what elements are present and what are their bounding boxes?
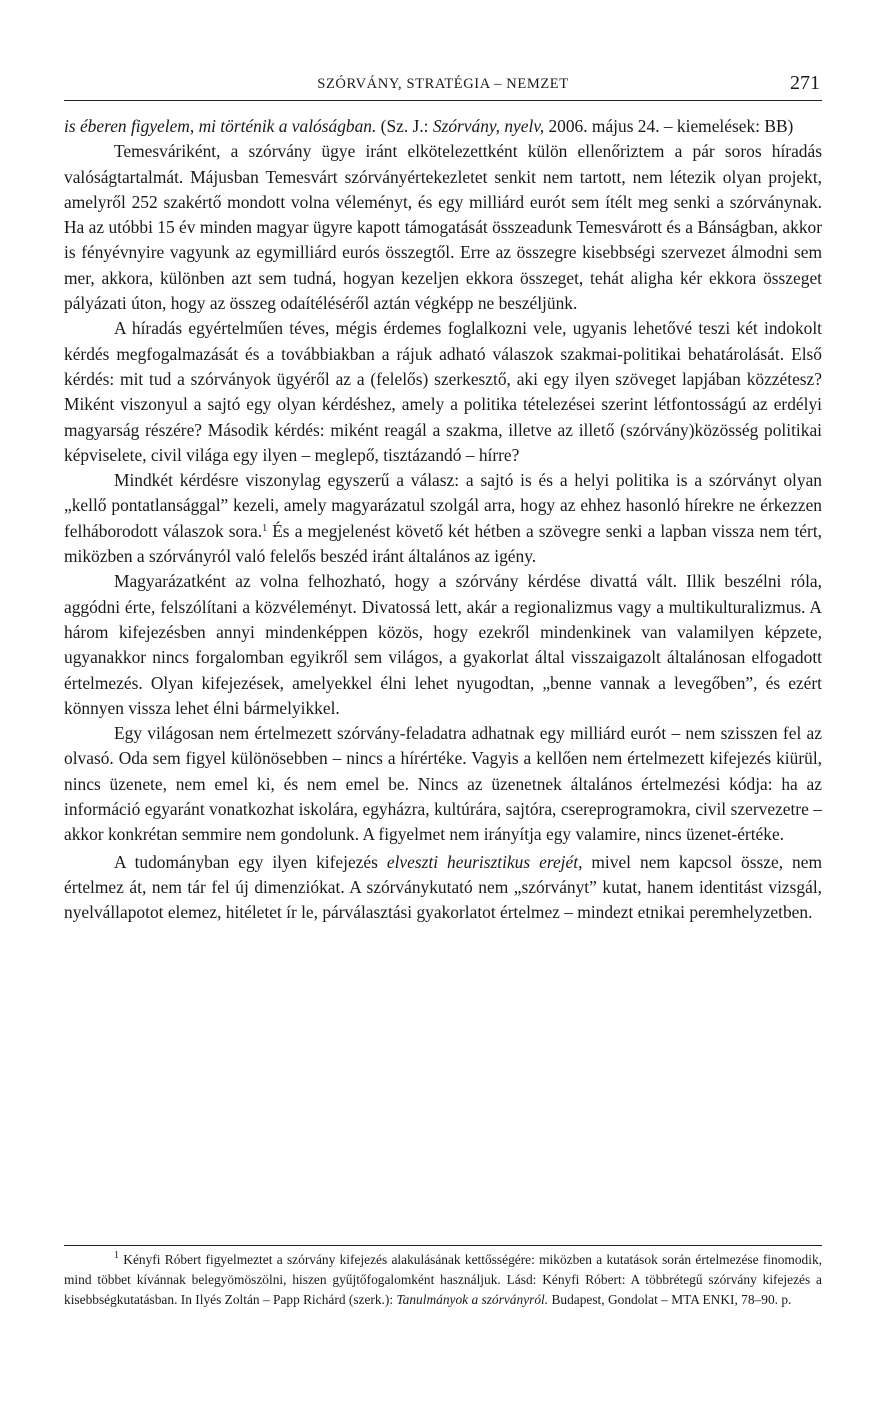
paragraph-7-text-c: mivel nem kapcsol össze, nem értelmez át, nem tár fel új dimenziókat. A szórványkutató nem „szórványt” kutat, hanem identitást vizsgál, nyelvállapotot elemez, hitéletet ír le, párválasztási gyakorlatot értelmez – mindezt etnikai peremhelyzetben. bbox=[64, 851, 822, 923]
footnote-divider bbox=[64, 1245, 822, 1246]
paragraph-7-emphasis: elveszti heurisztikus erejét, bbox=[386, 851, 583, 872]
page-number: 271 bbox=[790, 72, 820, 94]
paragraph-2: Temesváriként, a szórvány ügye iránt elkötelezettként külön ellenőriztem a pár soros híradás valóságtartalmát. Májusban Temesvárt szórványértekezletet senkit nem tartott, nem létezik olyan projekt, amelyről 252 szakértő mondott volna véleményt, és egy milliárd eurót sem ítélt meg senki a szórványnak. Ha az utóbbi 15 év minden magyar ügyre kapott támogatását összeadunk Temesvárott és a Bánságban, akkor is fényévnyire vagyunk az egymilliárd eurós összegtől. Erre az összegre kisebbségi szervezet álmodni sem mer, akkora, különben azt sem tudná, hogyan kezeljen ekkora összeget, tehát aligha kér ekkora összeget pályázati úton, hogy az összeg odaítéléséről aztán végképp ne beszéljünk. bbox=[64, 141, 822, 314]
footnote-1 bbox=[64, 1250, 822, 1310]
citation-title: Szórvány, nyelv, bbox=[432, 116, 545, 136]
footnote bbox=[64, 1250, 822, 1310]
main-text bbox=[64, 114, 822, 926]
paragraph-4-text-a: Mindkét kérdésre viszonylag egyszerű a válasz: a sajtó is és a helyi politika is a szórványt olyan „kellő pontatlansággal” kezeli, amely magyarázatul szolgál arra, hogy az ehhez hasonló hírekre ne érkezzen felháborodott válaszok sora. bbox=[64, 470, 822, 541]
paragraph-5: Magyarázatként az volna felhozható, hogy a szórvány kérdése divattá vált. Illik beszélni róla, aggódni érte, felszólítani a közvéleményt. Divatossá lett, akár a regionalizmus vagy a multikulturalizmus. A három kifejezésben annyi mindenképpen közös, hogy ezekről mindenkinek van valamilyen képzete, ugyanakkor nincs forgalomban egyikről sem világos, a gyakorlat által visszaigazolt általánosan elfogadott értelmezés. Olyan kifejezések, amelyekkel élni lehet nyugodtan, „benne vannak a levegőben”, és ezért könnyen vissza lehet élni bármelyikkel. bbox=[64, 571, 822, 718]
footnote-text-c: Budapest, Gondolat – MTA ENKI, 78–90. p. bbox=[548, 1292, 792, 1307]
citation-date: 2006. május 24. – kiemelések: BB) bbox=[544, 116, 794, 136]
citation-text: (Sz. J.: bbox=[376, 116, 433, 136]
page-header bbox=[64, 74, 822, 101]
paragraph-7-text-a: A tudományban egy ilyen kifejezés bbox=[114, 851, 387, 872]
paragraph-7 bbox=[64, 850, 822, 926]
paragraph-1 bbox=[64, 114, 822, 139]
footnote-reference[interactable]: 1 bbox=[262, 522, 268, 534]
footnote-mark: 1 bbox=[114, 1250, 119, 1261]
paragraph-4 bbox=[64, 468, 822, 569]
paragraph-6: Egy világosan nem értelmezett szórvány-feladatra adhatnak egy milliárd eurót – nem szisszen fel az olvasó. Oda sem figyel különösebben – nincs a hírértéke. Vagyis a kellően nem értelmezett kifejezés kiürül, nincs üzenete, nem emel ki, és nem emel be. Nincs az üzenetnek általános értelmezési kódja: ha az információ egyaránt vonatkozhat iskolára, egyházra, kultúrára, sajtóra, csereprogramokra, civil szervezetre – akkor konkrétan semmire nem gondolunk. A figyelmet nem irányítja egy valamire, nincs üzenet-értéke. bbox=[64, 723, 822, 845]
footnote-book-title: Tanulmányok a szórványról. bbox=[396, 1292, 549, 1307]
paragraph-4-text-b: És a megjelenést követő két hétben a szövegre senki a lapban vissza nem tért, miközben a szórványról való felelős beszéd iránt általános az igény. bbox=[64, 520, 822, 567]
italic-quote: is éberen figyelem, mi történik a valóságban. bbox=[64, 116, 377, 136]
running-title: SZÓRVÁNY, STRATÉGIA – NEMZET bbox=[317, 76, 569, 92]
paragraph-3: A híradás egyértelműen téves, mégis érdemes foglalkozni vele, ugyanis lehetővé teszi két indokolt kérdés megfogalmazását és a továbbiakban a rájuk adható válaszok szakmai-politikai behatárolását. Első kérdés: mit tud a szórványok ügyéről az a (felelős) szerkesztő, aki egy ilyen szöveget lapjában közzétesz? Miként viszonyul a sajtó egy olyan kérdéshez, amely a politika tételezései szerint létfontosságú az erdélyi magyarság részére? Második kérdés: miként reagál a szakma, illetve az illető (szórvány)közösség politikai képviselete, civil világa egy ilyen – meglepő, tisztázandó – hírre? bbox=[64, 318, 822, 465]
footnote-text-a: Kényfi Róbert figyelmeztet a szórvány kifejezés alakulásának kettősségére: miközben a kutatások során értelmezése finomodik, mind többet kívánnak belegyömöszölni, hiszen gyűjtőfogalomként használjuk. Lásd: Kényfi Róbert: A többrétegű szórvány kifejezés a kisebbségkutatásban. In Ilyés Zoltán – Papp Richárd (szerk.): bbox=[64, 1252, 822, 1307]
